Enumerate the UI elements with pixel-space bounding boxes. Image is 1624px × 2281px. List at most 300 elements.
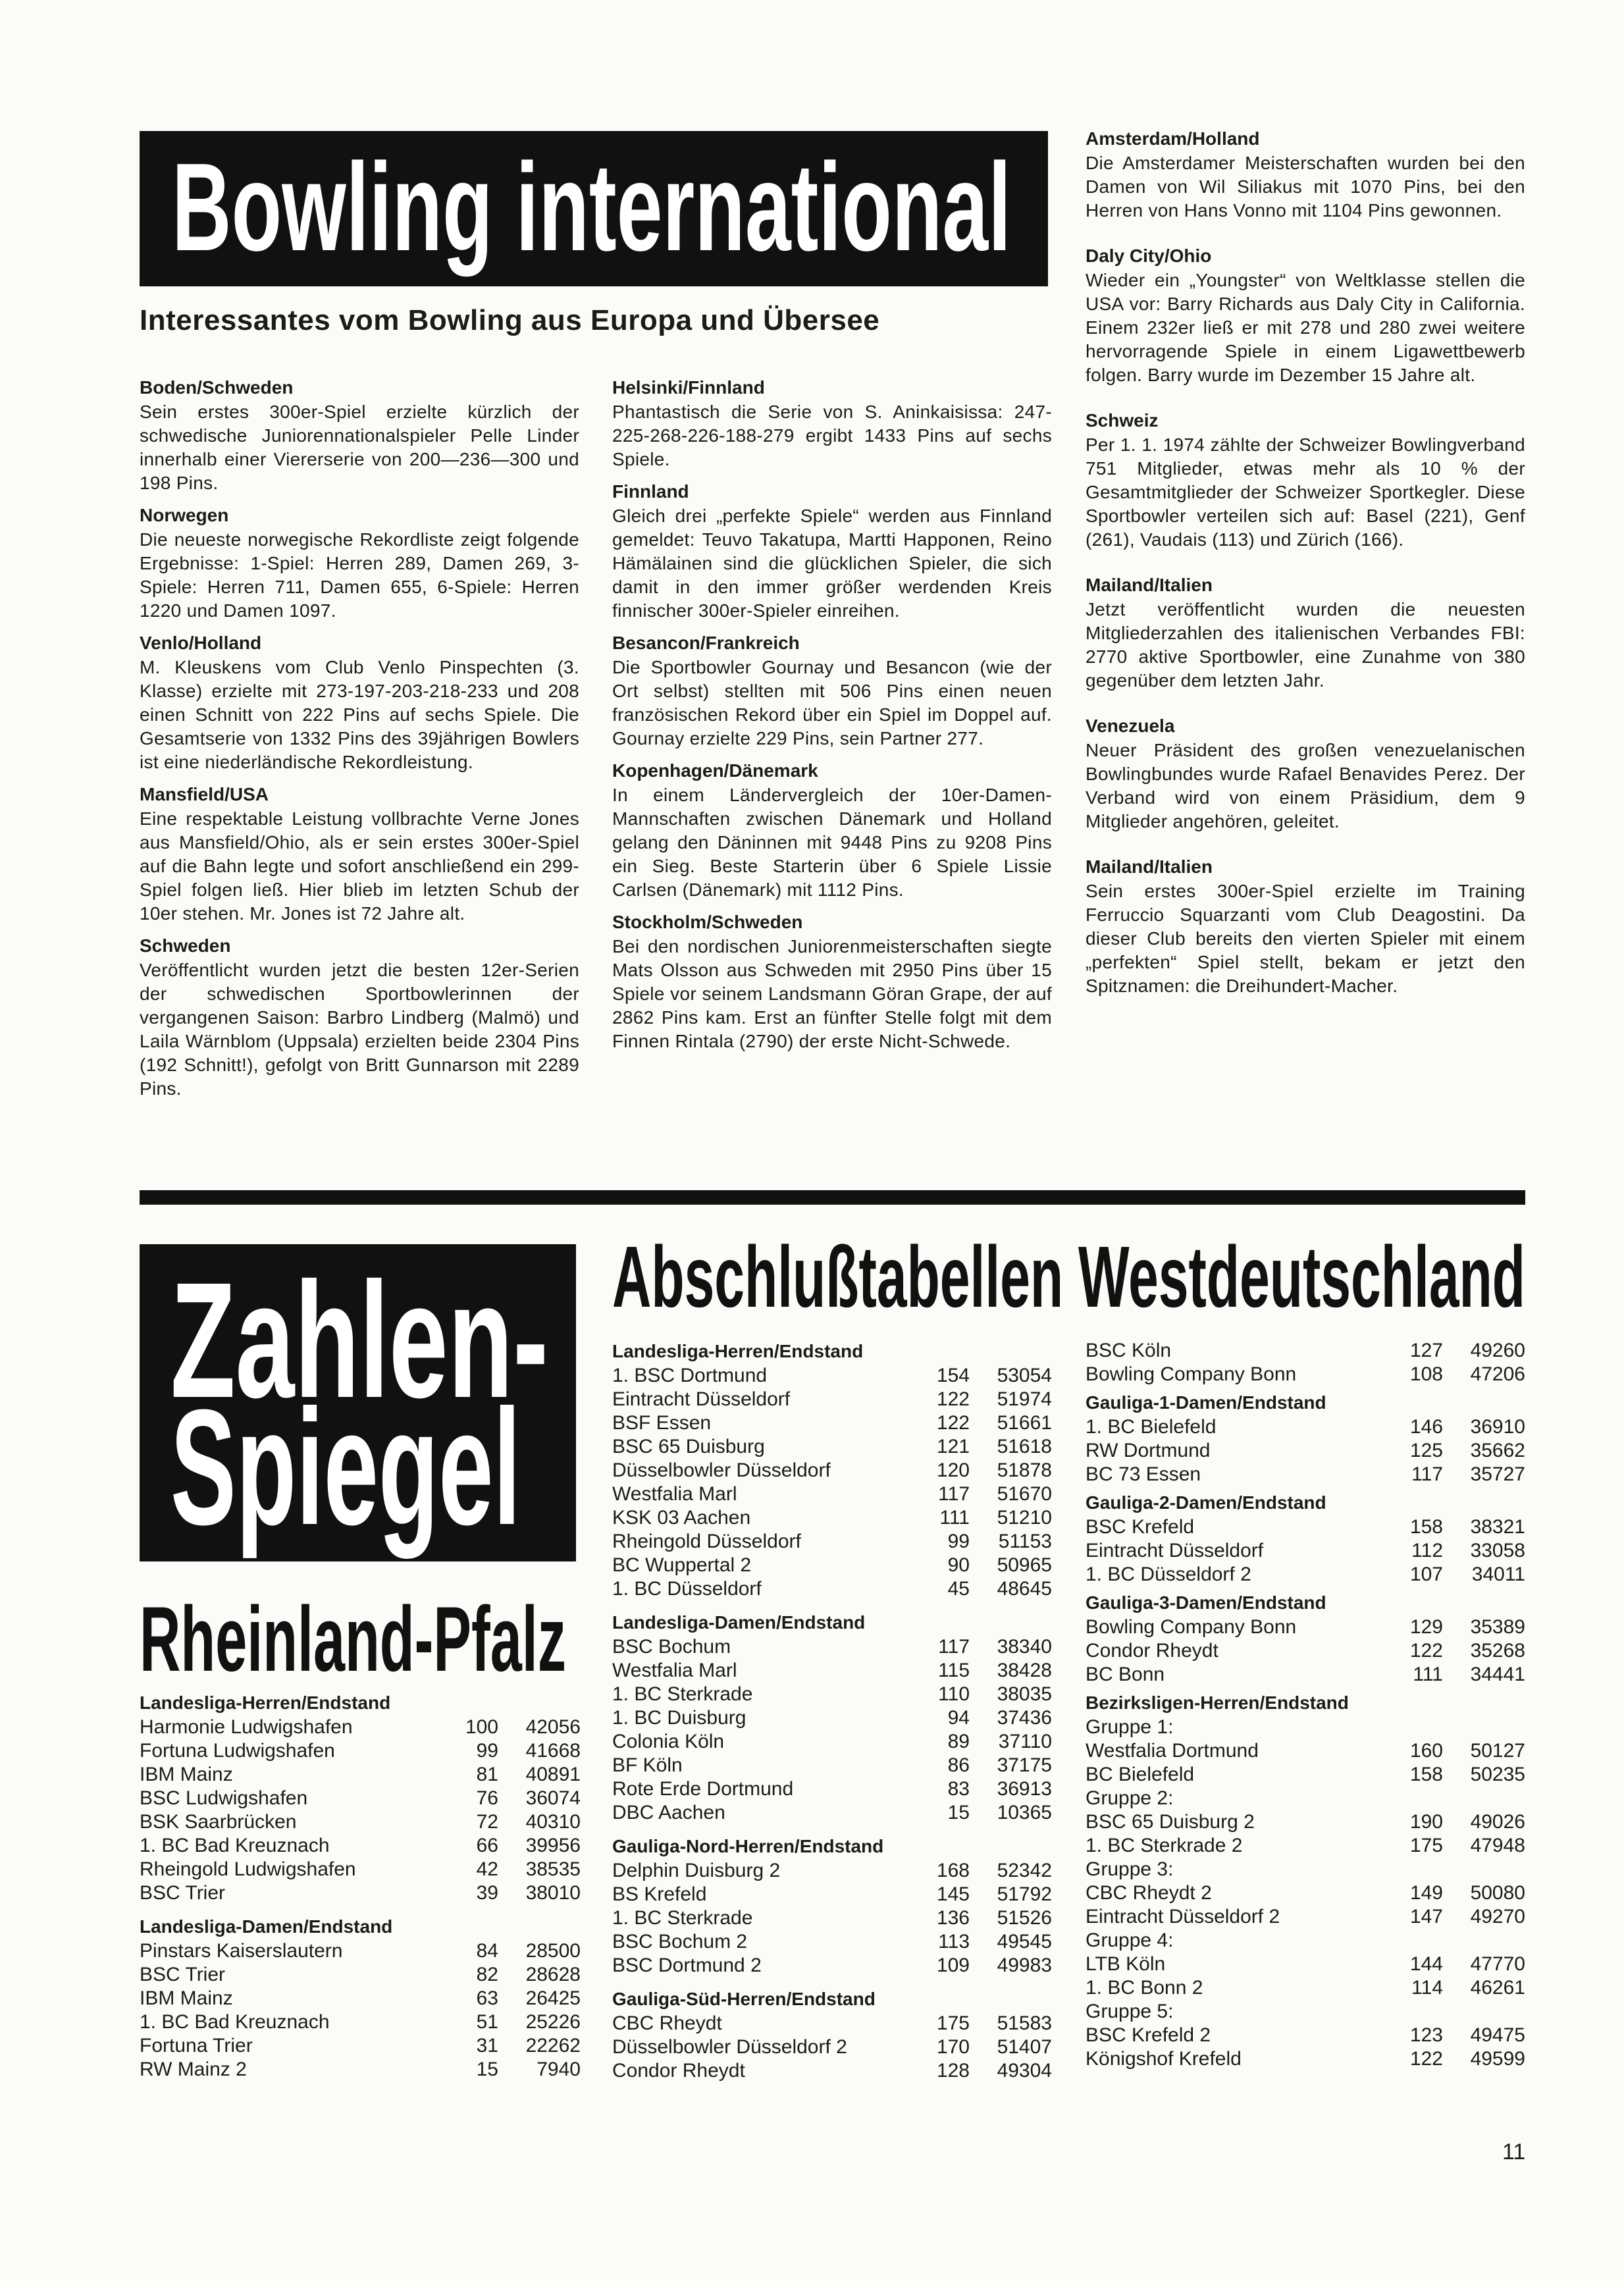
team-pins: 33058 — [1470, 1540, 1525, 1561]
team-pins: 47206 — [1470, 1363, 1525, 1385]
news-article — [1086, 244, 1525, 387]
team-points — [1390, 1929, 1443, 1953]
team-pins: 49983 — [997, 1954, 1052, 1976]
team-name: Gruppe 1: — [1086, 1716, 1174, 1738]
team-pins: 48645 — [997, 1578, 1052, 1600]
team-points: 115 — [938, 1660, 970, 1681]
article-heading: Boden/Schweden — [140, 377, 294, 398]
team-name: Düsselbowler Düsseldorf 2 — [612, 2036, 847, 2058]
team-points: 89 — [947, 1731, 970, 1752]
news-article — [140, 375, 579, 495]
team-name: Fortuna Ludwigshafen — [140, 1740, 335, 1762]
team-points — [1390, 1716, 1443, 1739]
team-name: Rheingold Ludwigshafen — [140, 1858, 356, 1880]
article-heading: Daly City/Ohio — [1086, 246, 1212, 266]
news-article — [1086, 126, 1525, 223]
article-heading: Stockholm/Schweden — [612, 912, 803, 932]
team-pins: 38035 — [997, 1683, 1052, 1705]
team-name: BSK Saarbrücken — [140, 1811, 297, 1833]
team-points: 94 — [947, 1707, 970, 1729]
team-points: 113 — [938, 1931, 970, 1953]
team-pins: 51153 — [998, 1531, 1052, 1552]
standings-table — [1086, 1490, 1525, 1586]
table-row — [1086, 1539, 1525, 1563]
team-name: BSC Köln — [1086, 1340, 1172, 1361]
team-name: BSF Essen — [612, 1412, 712, 1434]
team-name: 1. BC Bielefeld — [1086, 1416, 1217, 1438]
page-title: Bowling international — [172, 138, 1011, 277]
table-row — [612, 1777, 1052, 1801]
team-name: BSC 65 Duisburg — [612, 1436, 765, 1457]
article-body: Veröffentlicht wurden jetzt die besten 12er-Serien der schwedischen Sportbowlerinnen der vergangenen Saison: Barbro Lindberg (Malmö) und Laila Wärnblom (Uppsala) erzielten beide 2304 Pins (192 Schnitt!), gefolgt von Britt Gunnarson mit 2289 Pins. — [140, 960, 579, 1099]
westdeutschland-tables-right — [1086, 1339, 1525, 2075]
team-pins — [1443, 2000, 1525, 2024]
team-pins: 51407 — [997, 2036, 1052, 2058]
table-row — [612, 1435, 1052, 1459]
article-column-left — [140, 375, 579, 1109]
standings-table — [1086, 1390, 1525, 1486]
table-row — [612, 1577, 1052, 1601]
article-body: Jetzt veröffentlicht wurden die neuesten Mitgliederzahlen des italienischen Verbandes FBI: 2770 aktive Sportbowler, eine Zunahme von 380 gegenüber dem letzten Jahr. — [1086, 599, 1525, 691]
team-points: 84 — [476, 1940, 498, 1962]
standings-table-heading: Gauliga-Nord-Herren/Endstand — [612, 1836, 884, 1856]
standings-table — [140, 1691, 581, 1905]
team-points: 45 — [947, 1578, 970, 1600]
team-name: CBC Rheydt — [612, 2012, 722, 2034]
table-row — [140, 1739, 581, 1763]
team-points: 136 — [936, 1907, 970, 1929]
article-body: Phantastisch die Serie von S. Aninkaisissa: 247-225-268-226-188-279 ergibt 1433 Pins auf sechs Spiele. — [612, 402, 1052, 469]
team-points: 149 — [1409, 1882, 1443, 1904]
team-pins: 49545 — [997, 1931, 1052, 1953]
article-body: Die neueste norwegische Rekordliste zeigt folgende Ergebnisse: 1-Spiel: Herren 289, Damen 269, 3-Spiele: Herren 711, Damen 655, 6-Spiele: Herren 1220 und Damen 1097. — [140, 529, 579, 621]
team-name: Harmonie Ludwigshafen — [140, 1716, 353, 1738]
table-row — [1086, 1339, 1525, 1363]
team-pins: 53054 — [997, 1365, 1052, 1386]
article-heading: Venezuela — [1086, 716, 1175, 736]
team-name: BC Bielefeld — [1086, 1764, 1195, 1785]
table-row — [612, 1859, 1052, 1883]
group-label-row — [1086, 1858, 1525, 1881]
article-heading: Schweden — [140, 935, 231, 956]
table-row — [1086, 1763, 1525, 1787]
team-points: 122 — [1409, 1640, 1443, 1662]
team-points: 90 — [947, 1554, 970, 1576]
article-body: Gleich drei „perfekte Spiele“ werden aus Finnland gemeldet: Teuvo Takatupa, Martti Happonen, Reino Hämälainen sind die glücklichen Spieler, die sich damit in den immer größer werdenden Kreis finnischer 300er-Spieler einreihen. — [612, 506, 1052, 621]
article-heading: Schweiz — [1086, 410, 1159, 431]
team-name: BSC Ludwigshafen — [140, 1787, 308, 1809]
standings-table — [612, 1987, 1052, 2083]
team-pins: 51583 — [997, 2012, 1052, 2034]
team-points: 158 — [1409, 1516, 1443, 1538]
team-pins: 36910 — [1470, 1416, 1525, 1438]
group-label-row — [1086, 1929, 1525, 1953]
table-row — [612, 2059, 1052, 2083]
page-subtitle: Interessantes vom Bowling aus Europa und Übersee — [140, 304, 880, 336]
article-body: M. Kleuskens vom Club Venlo Pinspechten (3. Klasse) erzielte mit 273-197-203-218-233 und 208 einen Schnitt von 222 Pins auf sechs Spiele. Die Gesamtserie von 1332 Pins des 39jährigen Bowlers ist eine niederländische Rekordleistung. — [140, 657, 579, 772]
table-row — [140, 2034, 581, 2058]
zahlen-spiegel-banner — [140, 1244, 576, 1561]
standings-table — [612, 1834, 1052, 1978]
team-pins: 38010 — [525, 1882, 581, 1904]
table-row — [612, 1659, 1052, 1683]
team-points: 99 — [476, 1740, 498, 1762]
team-points: 146 — [1409, 1416, 1443, 1438]
team-points: 122 — [936, 1412, 970, 1434]
news-article — [1086, 854, 1525, 998]
group-label-row — [1086, 2000, 1525, 2024]
team-pins: 51974 — [997, 1388, 1052, 1410]
team-points: 145 — [936, 1883, 970, 1905]
team-name: Königshof Krefeld — [1086, 2048, 1242, 2070]
team-name: 1. BC Düsseldorf — [612, 1578, 762, 1600]
zahlen-spiegel-line1: Zahlen- — [170, 1248, 548, 1432]
table-row — [140, 1939, 581, 1963]
news-article — [140, 782, 579, 926]
table-row — [612, 1482, 1052, 1506]
team-pins: 40891 — [525, 1764, 581, 1785]
news-article — [612, 910, 1052, 1053]
team-points: 120 — [936, 1459, 970, 1481]
team-points: 63 — [476, 1987, 498, 2009]
team-pins: 47770 — [1470, 1953, 1525, 1975]
team-name: Eintracht Düsseldorf 2 — [1086, 1906, 1280, 1927]
table-row — [140, 1858, 581, 1881]
team-points: 51 — [476, 2011, 498, 2033]
table-row — [612, 1730, 1052, 1754]
team-points: 110 — [938, 1683, 970, 1705]
team-name: BF Köln — [612, 1754, 683, 1776]
team-pins: 51661 — [997, 1412, 1052, 1434]
team-pins: 41668 — [525, 1740, 581, 1762]
news-article — [1086, 408, 1525, 552]
team-pins: 51878 — [997, 1459, 1052, 1481]
standings-table-heading: Landesliga-Herren/Endstand — [612, 1341, 864, 1361]
table-row — [612, 1388, 1052, 1411]
team-name: 1. BC Düsseldorf 2 — [1086, 1563, 1251, 1585]
news-article — [140, 631, 579, 774]
table-row — [1086, 1563, 1525, 1586]
table-row — [140, 1716, 581, 1739]
team-pins: 35268 — [1470, 1640, 1525, 1662]
article-body: In einem Ländervergleich der 10er-Damen-Mannschaften zwischen Dänemark und Holland gelang den Däninnen mit 9448 Pins zu 9208 Pins ein Sieg. Beste Starterin über 6 Spiele Lissie Carlsen (Dänemark) mit 1112 Pins. — [612, 785, 1052, 900]
team-pins: 51618 — [997, 1436, 1052, 1457]
team-name: Gruppe 3: — [1086, 1858, 1174, 1880]
team-points: 82 — [476, 1964, 498, 1985]
team-name: KSK 03 Aachen — [612, 1507, 751, 1529]
team-pins: 22262 — [525, 2035, 581, 2057]
table-row — [1086, 1439, 1525, 1463]
team-name: Düsselbowler Düsseldorf — [612, 1459, 831, 1481]
team-pins: 25226 — [525, 2011, 581, 2033]
table-row — [140, 1763, 581, 1787]
team-name: Colonia Köln — [612, 1731, 725, 1752]
table-row — [1086, 1739, 1525, 1763]
title-banner-svg — [140, 131, 1048, 286]
article-body: Sein erstes 300er-Spiel erzielte im Training Ferruccio Squarzanti vom Club Deagostini. Da dieser Club bereits den vierten Spieler mit einem „perfekten“ Spiel stellt, bekam er jetzt den Spitznamen: die Dreihundert-Macher. — [1086, 881, 1525, 996]
team-name: Pinstars Kaiserslautern — [140, 1940, 343, 1962]
standings-table — [612, 1610, 1052, 1825]
team-points: 144 — [1409, 1953, 1443, 1975]
article-body: Per 1. 1. 1974 zählte der Schweizer Bowlingverband 751 Mitglieder, etwas mehr als 10 % der Gesamtmitglieder der Schweizer Sportkegler. Diese Sportbowler verteilen sich auf: Basel (221), Genf (261), Vaudais (113) und Zürich (166). — [1086, 434, 1525, 550]
table-row — [1086, 1363, 1525, 1386]
table-row — [612, 2012, 1052, 2035]
article-heading: Besancon/Frankreich — [612, 633, 800, 653]
team-points: 175 — [936, 2012, 970, 2034]
team-name: BSC Trier — [140, 1964, 226, 1985]
table-row — [140, 2010, 581, 2034]
team-points: 72 — [476, 1811, 498, 1833]
team-points: 127 — [1409, 1340, 1443, 1361]
table-row — [1086, 1881, 1525, 1905]
team-name: IBM Mainz — [140, 1987, 233, 2009]
team-name: BS Krefeld — [612, 1883, 707, 1905]
table-row — [1086, 1463, 1525, 1486]
team-name: LTB Köln — [1086, 1953, 1166, 1975]
team-pins: 26425 — [525, 1987, 581, 2009]
team-name: Rote Erde Dortmund — [612, 1778, 794, 1800]
article-body: Die Amsterdamer Meisterschaften wurden bei den Damen von Wil Siliakus mit 1070 Pins, bei den Herren von Hans Vonno mit 1104 Pins gewonnen. — [1086, 153, 1525, 221]
article-body: Die Sportbowler Gournay und Besancon (wie der Ort selbst) stellten mit 506 Pins einen neuen französischen Rekord über ein Spiel im Doppel auf. Gournay erzielte 229 Pins, sein Partner 277. — [612, 657, 1052, 748]
table-row — [1086, 1515, 1525, 1539]
team-pins: 7940 — [537, 2058, 581, 2080]
rheinland-pfalz-tables — [140, 1691, 581, 2091]
table-row — [612, 1754, 1052, 1777]
standings-table-heading: Gauliga-2-Damen/Endstand — [1086, 1492, 1326, 1513]
team-pins: 38321 — [1470, 1516, 1525, 1538]
table-row — [612, 1683, 1052, 1706]
zahlen-spiegel-line2: Spiegel — [170, 1375, 521, 1559]
news-article — [140, 503, 579, 623]
team-name: Eintracht Düsseldorf — [1086, 1540, 1264, 1561]
table-row — [612, 1506, 1052, 1530]
team-pins: 28500 — [525, 1940, 581, 1962]
team-points: 114 — [1411, 1977, 1443, 1999]
team-name: Delphin Duisburg 2 — [612, 1860, 781, 1881]
table-row — [140, 2058, 581, 2082]
team-pins: 35662 — [1470, 1440, 1525, 1461]
standings-table — [612, 1339, 1052, 1601]
table-row — [612, 1554, 1052, 1577]
team-points: 111 — [1413, 1664, 1443, 1685]
article-heading: Kopenhagen/Dänemark — [612, 760, 818, 781]
team-pins: 50965 — [997, 1554, 1052, 1576]
team-points: 15 — [947, 1802, 970, 1823]
news-article — [1086, 714, 1525, 833]
team-pins: 51210 — [997, 1507, 1052, 1529]
team-name: 1. BC Sterkrade 2 — [1086, 1835, 1243, 1856]
team-name: BC Bonn — [1086, 1664, 1165, 1685]
table-row — [1086, 1905, 1525, 1929]
team-points — [1390, 2000, 1443, 2024]
team-pins: 49260 — [1470, 1340, 1525, 1361]
table-row — [612, 1459, 1052, 1482]
table-row — [612, 1801, 1052, 1825]
article-heading: Norwegen — [140, 505, 229, 525]
team-points: 99 — [947, 1531, 970, 1552]
table-row — [612, 1635, 1052, 1659]
team-pins: 36074 — [525, 1787, 581, 1809]
article-heading: Helsinki/Finnland — [612, 377, 765, 398]
team-points: 107 — [1409, 1563, 1443, 1585]
team-pins: 37436 — [997, 1707, 1052, 1729]
table-row — [612, 1706, 1052, 1730]
team-points: 15 — [476, 2058, 498, 2080]
table-row — [140, 1987, 581, 2010]
team-name: BSC 65 Duisburg 2 — [1086, 1811, 1255, 1833]
team-pins: 37110 — [998, 1731, 1052, 1752]
standings-table — [1086, 1691, 1525, 2071]
team-name: 1. BC Bad Kreuznach — [140, 2011, 330, 2033]
table-row — [612, 1906, 1052, 1930]
team-points: 168 — [936, 1860, 970, 1881]
team-pins: 50127 — [1470, 1740, 1525, 1762]
team-pins: 49304 — [997, 2060, 1052, 2082]
team-pins: 52342 — [997, 1860, 1052, 1881]
team-name: DBC Aachen — [612, 1802, 725, 1823]
team-name: IBM Mainz — [140, 1764, 233, 1785]
article-body: Sein erstes 300er-Spiel erzielte kürzlich der schwedische Juniorennationalspieler Pelle Linder innerhalb einer Viererserie von 200—236—300 und 198 Pins. — [140, 402, 579, 493]
team-name: CBC Rheydt 2 — [1086, 1882, 1212, 1904]
team-name: Fortuna Trier — [140, 2035, 253, 2057]
team-pins: 50235 — [1470, 1764, 1525, 1785]
westdeutschland-tables-left — [612, 1339, 1052, 2092]
team-name: Westfalia Marl — [612, 1660, 737, 1681]
table-row — [140, 1810, 581, 1834]
team-points — [1390, 1858, 1443, 1881]
team-name: RW Mainz 2 — [140, 2058, 247, 2080]
team-pins: 51526 — [997, 1907, 1052, 1929]
team-points: 108 — [1409, 1363, 1443, 1385]
team-name: Gruppe 4: — [1086, 1929, 1174, 1951]
team-pins: 46261 — [1470, 1977, 1525, 1999]
team-pins: 47948 — [1470, 1835, 1525, 1856]
news-article — [612, 479, 1052, 623]
standings-table-heading: Landesliga-Herren/Endstand — [140, 1692, 391, 1713]
team-name: BC 73 Essen — [1086, 1463, 1201, 1485]
team-pins: 51670 — [997, 1483, 1052, 1505]
standings-table — [140, 1914, 581, 2082]
team-name: Rheingold Düsseldorf — [612, 1531, 801, 1552]
table-row — [1086, 1976, 1525, 2000]
group-label-row — [1086, 1787, 1525, 1810]
team-pins: 38535 — [525, 1858, 581, 1880]
team-name: Condor Rheydt — [1086, 1640, 1218, 1662]
table-row — [1086, 1953, 1525, 1976]
team-name: Westfalia Marl — [612, 1483, 737, 1505]
team-pins: 42056 — [525, 1716, 581, 1738]
team-points: 66 — [476, 1835, 498, 1856]
table-row — [1086, 1615, 1525, 1639]
team-points: 109 — [936, 1954, 970, 1976]
article-heading: Finnland — [612, 481, 689, 502]
news-article — [1086, 573, 1525, 693]
title-banner — [140, 131, 1048, 286]
team-points: 147 — [1409, 1906, 1443, 1927]
team-points: 122 — [936, 1388, 970, 1410]
news-article — [612, 631, 1052, 750]
table-row — [612, 1364, 1052, 1388]
table-row — [140, 1963, 581, 1987]
table-row — [140, 1787, 581, 1810]
standings-table-heading: Gauliga-1-Damen/Endstand — [1086, 1392, 1326, 1413]
team-points: 117 — [938, 1636, 970, 1658]
team-points: 39 — [476, 1882, 498, 1904]
team-pins: 49026 — [1470, 1811, 1525, 1833]
team-name: Westfalia Dortmund — [1086, 1740, 1259, 1762]
table-row — [140, 1881, 581, 1905]
article-heading: Amsterdam/Holland — [1086, 128, 1260, 149]
team-points: 123 — [1409, 2024, 1443, 2046]
rheinland-pfalz-heading-svg — [140, 1600, 587, 1685]
team-name: Gruppe 2: — [1086, 1787, 1174, 1809]
group-label-row — [1086, 1716, 1525, 1739]
westdeutschland-heading: Abschlußtabellen Westdeutschland — [612, 1238, 1525, 1317]
team-pins: 40310 — [525, 1811, 581, 1833]
team-pins — [1443, 1787, 1525, 1810]
table-row — [1086, 1810, 1525, 1834]
article-heading: Mailand/Italien — [1086, 575, 1213, 595]
team-name: Gruppe 5: — [1086, 2001, 1174, 2022]
team-pins: 37175 — [997, 1754, 1052, 1776]
team-pins: 49599 — [1470, 2048, 1525, 2070]
team-pins: 10365 — [997, 1802, 1052, 1823]
team-name: BSC Bochum 2 — [612, 1931, 748, 1953]
article-body: Wieder ein „Youngster“ von Weltklasse stellen die USA vor: Barry Richards aus Daly City in California. Einem 232er ließ er mit 278 und 280 zwei weitere hervorragende Spiele in einem Ligawettbewerb folgen. Barry wurde im Dezember 15 Jahre alt. — [1086, 270, 1525, 385]
team-points: 117 — [938, 1483, 970, 1505]
team-pins: 38340 — [997, 1636, 1052, 1658]
news-article — [612, 375, 1052, 471]
standings-table-heading: Bezirksligen-Herren/Endstand — [1086, 1692, 1349, 1713]
article-body: Neuer Präsident des großen venezuelanischen Bowlingbundes wurde Rafael Benavides Perez. Der Verband wird von einem Präsidium, dem 9 Mitglieder angehören, geleitet. — [1086, 740, 1525, 831]
team-points: 86 — [947, 1754, 970, 1776]
team-name: 1. BC Bad Kreuznach — [140, 1835, 330, 1856]
team-points: 129 — [1409, 1616, 1443, 1638]
article-body: Bei den nordischen Juniorenmeisterschaften siegte Mats Olsson aus Schweden mit 2950 Pins über 15 Spiele vor seinem Landsmann Göran Grape, der auf 2862 Pins kam. Erst an fünfter Stelle folgt mit dem Finnen Rintala (2790) der erste Nicht-Schwede. — [612, 936, 1052, 1051]
team-pins: 38428 — [997, 1660, 1052, 1681]
zahlen-spiegel-svg — [140, 1244, 576, 1561]
team-points: 122 — [1409, 2048, 1443, 2070]
team-name: BSC Krefeld — [1086, 1516, 1195, 1538]
team-points: 31 — [476, 2035, 498, 2057]
standings-table-heading: Landesliga-Damen/Endstand — [612, 1612, 866, 1633]
news-article — [612, 758, 1052, 902]
team-name: RW Dortmund — [1086, 1440, 1211, 1461]
team-pins: 50080 — [1470, 1882, 1525, 1904]
rheinland-pfalz-heading: Rheinland-Pfalz — [140, 1600, 566, 1685]
team-name: 1. BC Sterkrade — [612, 1907, 753, 1929]
team-points: 175 — [1409, 1835, 1443, 1856]
article-column-right — [1086, 126, 1525, 1019]
section-divider — [140, 1190, 1525, 1205]
table-row — [1086, 1663, 1525, 1687]
standings-table — [1086, 1590, 1525, 1687]
team-name: Bowling Company Bonn — [1086, 1363, 1297, 1385]
page-number: 11 — [1502, 2139, 1526, 2164]
table-row — [1086, 1639, 1525, 1663]
team-points: 128 — [936, 2060, 970, 2082]
team-points: 121 — [936, 1436, 970, 1457]
team-points: 76 — [476, 1787, 498, 1809]
team-pins: 39956 — [525, 1835, 581, 1856]
team-name: 1. BC Duisburg — [612, 1707, 747, 1729]
team-name: BSC Dortmund 2 — [612, 1954, 762, 1976]
article-column-middle — [612, 375, 1052, 1061]
team-points: 100 — [465, 1716, 498, 1738]
team-pins — [1443, 1929, 1525, 1953]
table-row — [612, 1930, 1052, 1954]
team-pins: 34441 — [1470, 1664, 1525, 1685]
